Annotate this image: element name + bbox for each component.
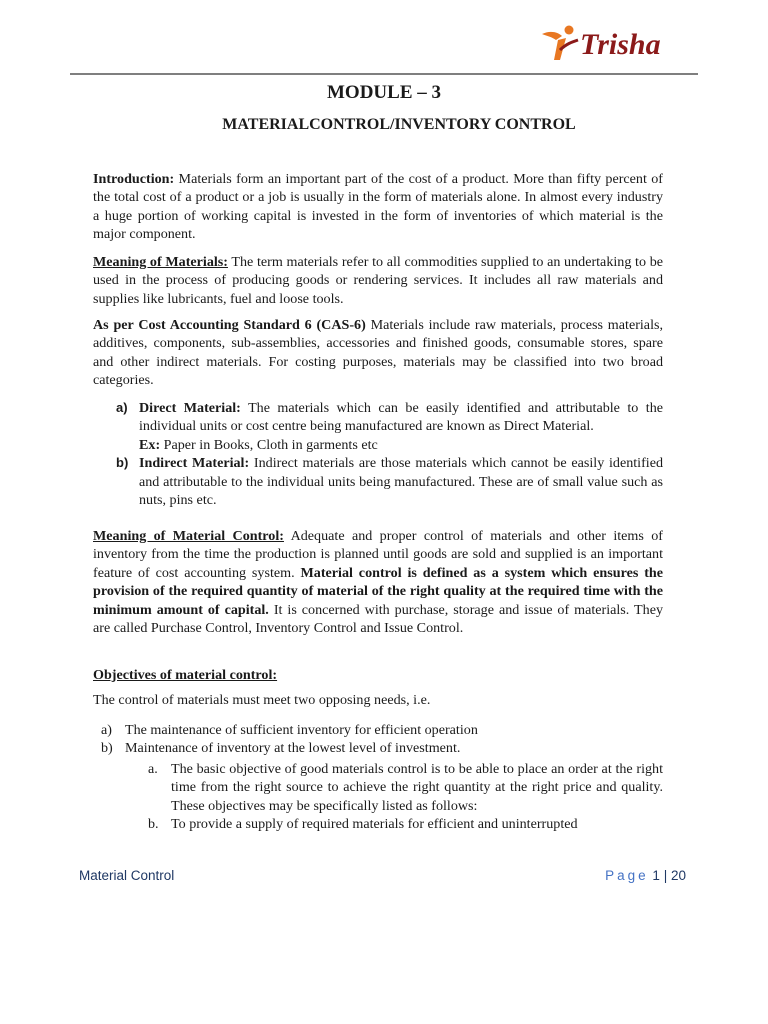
company-logo xyxy=(536,20,704,70)
introduction-paragraph xyxy=(93,170,663,244)
meaning-control-text-2: It is concerned with purchase, storage and issue of materials. They are called Purchase Control, Inventory Control and Issue Control. xyxy=(93,601,663,637)
header-rule xyxy=(70,73,698,75)
current-page: 1 xyxy=(652,868,660,883)
indirect-material-text: Indirect materials are those materials which cannot be easily identified and attributable to the individual units being manufactured. These are of small value such as nuts, pins etc. xyxy=(139,455,664,509)
example-label: Ex: xyxy=(139,436,161,453)
list-item-text: The maintenance of sufficient inventory for efficient operation xyxy=(125,722,478,738)
objectives-intro: The control of materials must meet two opposing needs, i.e. xyxy=(93,692,431,708)
introduction-label: Introduction: xyxy=(93,171,175,187)
list-item xyxy=(93,739,663,757)
meaning-materials-paragraph xyxy=(93,253,663,308)
direct-material-label: Direct Material: xyxy=(139,400,241,416)
list-item-text: The basic objective of good materials control is to be able to place an order at the right time from the right source to achieve the right quantity at the right price and quality. These objectives may be specifically listed as follows: xyxy=(171,761,663,814)
meaning-materials-text: The term materials refer to all commodities supplied to an undertaking to be used in the process of producing goods or rendering services. It includes all raw materials and supplies like lubricants, fuel and loose tools. xyxy=(93,254,663,307)
meaning-control-text: Adequate and proper control of materials and other items of inventory from the time the production is planned until goods are sold and supplied is an important feature of cost accounting system. xyxy=(93,528,663,581)
list-marker: a. xyxy=(148,761,158,777)
cas6-text: Materials include raw materials, process materials, additives, components, sub-assemblies, accessories and finished goods, consumable stores, spare and other indirect materials. For costing purposes, materials may be classified into two broad categories. xyxy=(93,317,663,389)
page-title: MODULE – 3 xyxy=(327,82,441,103)
cas6-label: As per Cost Accounting Standard 6 (CAS-6) xyxy=(93,317,366,333)
list-item-direct-material xyxy=(93,399,663,454)
list-item-indirect-material xyxy=(93,454,663,509)
list-item-text: Maintenance of inventory at the lowest level of investment. xyxy=(125,740,461,757)
meaning-control-label: Meaning of Material Control: xyxy=(93,528,284,544)
list-marker: a) xyxy=(101,722,112,738)
logo-wordmark: Trisha xyxy=(580,28,661,61)
list-item xyxy=(93,760,663,815)
example-text: Paper in Books, Cloth in garments etc xyxy=(160,436,378,453)
page-label: Page xyxy=(605,868,649,883)
meaning-materials-label: Meaning of Materials: xyxy=(93,254,228,270)
list-item xyxy=(93,721,663,739)
meaning-control-paragraph xyxy=(93,527,663,637)
list-item xyxy=(93,815,663,833)
list-marker: b) xyxy=(116,455,129,471)
list-marker: b) xyxy=(101,740,113,757)
opposing-needs-list xyxy=(93,721,663,758)
objectives-points-list xyxy=(93,760,663,834)
page-separator: | xyxy=(663,868,668,883)
cas6-paragraph xyxy=(93,316,663,390)
list-marker: b. xyxy=(148,816,159,833)
total-pages: 20 xyxy=(670,868,686,883)
footer-title: Material Control xyxy=(79,868,175,883)
page-number xyxy=(605,868,686,883)
introduction-text: Materials form an important part of the cost of a product. More than fifty percent of the total cost of a product or a job is usually in the form of materials alone. In almost every industry a huge portion of working capital is invested in the form of inventories of which material is the major component. xyxy=(93,171,663,243)
direct-material-text: The materials which can be easily identified and attributable to the individual units or cost centre being manufactured are known as Direct Material. xyxy=(139,400,663,435)
material-categories-list xyxy=(93,399,663,509)
list-item-text: To provide a supply of required materials for efficient and uninterrupted xyxy=(171,816,578,833)
page-subtitle: MATERIALCONTROL/INVENTORY CONTROL xyxy=(222,116,576,133)
indirect-material-label: Indirect Material: xyxy=(139,455,250,472)
list-marker: a) xyxy=(116,400,128,415)
logo-figure-icon xyxy=(536,20,704,70)
objectives-heading: Objectives of material control: xyxy=(93,667,278,683)
material-control-definition: Material control is defined as a system which ensures the provision of the required quantity of material of the right quality at the required time with the minimum amount of capital. xyxy=(93,564,663,618)
